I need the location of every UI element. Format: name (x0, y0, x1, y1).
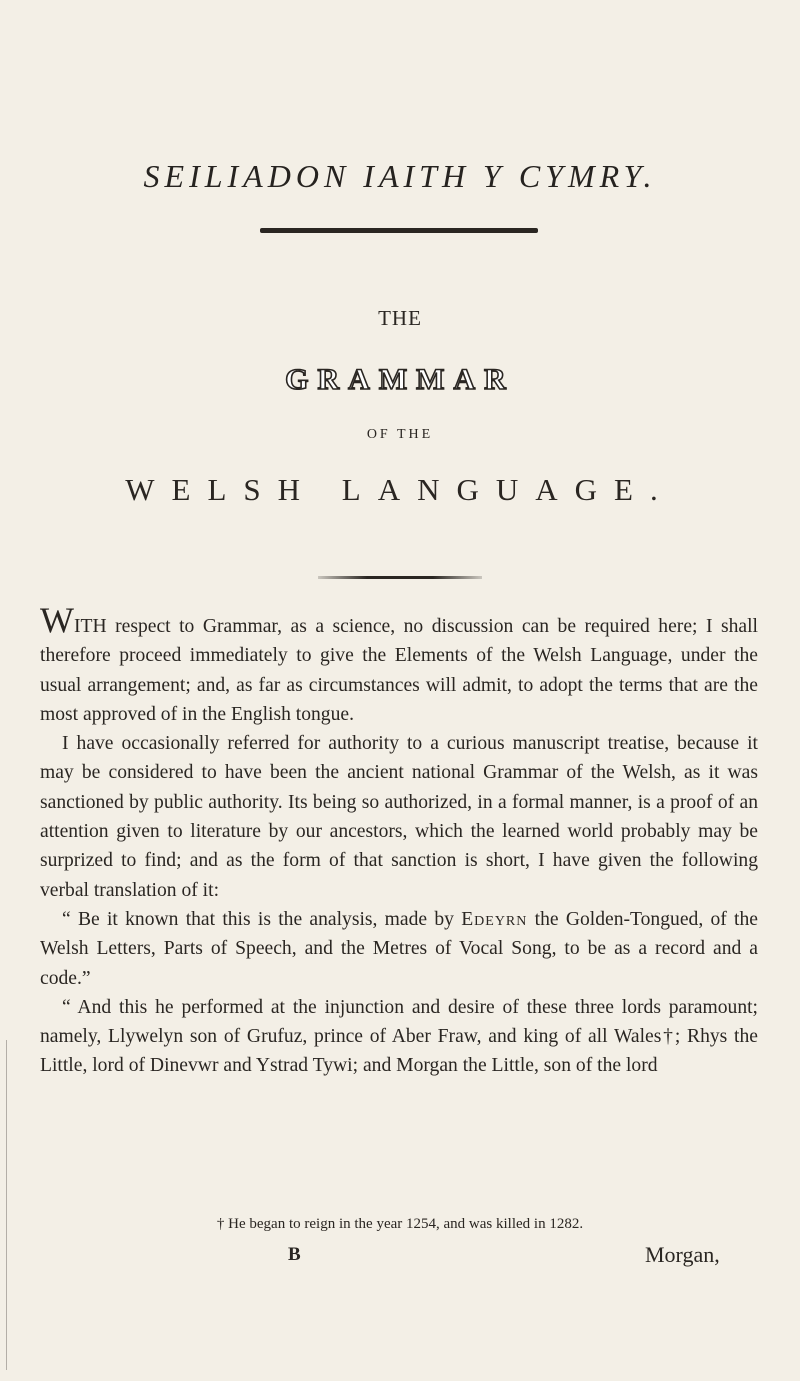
name-edeyrn: Edeyrn (461, 908, 528, 930)
title-of-the: OF THE (366, 427, 434, 442)
title-the: THE (378, 306, 422, 330)
paragraph-1-text: ITH respect to Grammar, as a science, no discussion can be required here; I shall therefore proceed immediately to give the Elements of the Welsh Language, under the usual arrangement; and, as far as circumstances will admit, to adopt the terms that are the most approved of in the English tongue. (40, 616, 758, 725)
ornamental-rule-divider (318, 576, 482, 579)
drop-cap: W (40, 600, 74, 640)
title-grammar: GRAMMAR (285, 363, 515, 396)
thick-rule-divider (260, 228, 538, 233)
signature-mark: B (288, 1244, 301, 1265)
paragraph-1 (40, 600, 758, 729)
running-title: SEILIADON IAITH Y CYMRY. (143, 158, 657, 194)
paragraph-4: “ And this he performed at the injunction and desire of these three lords paramount; namely, Llywelyn son of Grufuz, prince of Aber Fraw, and king of all Wales†; Rhys the Little, lord of Dinevwr and Ystrad Tywi; and Morgan the Little, son of the lord (40, 996, 758, 1077)
paragraph-3-text-b: the Golden-Tongued, of the Welsh Letters, Parts of Speech, and the Metres of Vocal Song, to be as a record and a code.” (40, 908, 758, 989)
footnote: † He began to reign in the year 1254, and was killed in 1282. (216, 1216, 584, 1232)
catchword: Morgan, (645, 1242, 720, 1267)
paragraph-3-text-a: “ Be it known that this is the analysis, made by (62, 908, 462, 930)
paragraph-3 (40, 905, 758, 993)
title-welsh-language: WELSH LANGUAGE. (125, 472, 675, 507)
page-edge-shadow (6, 1040, 7, 1370)
body-text (40, 600, 758, 1081)
paragraph-2: I have occasionally referred for authority to a curious manuscript treatise, because it may be considered to have been the ancient national Grammar of the Welsh, as it was sanctioned by public authority. Its being so authorized, in a formal manner, is a proof of an attention given to literature by our ancestors, which the learned world probably may be surprized to find; and as the form of that sanction is short, I have given the following verbal translation of it: (40, 733, 758, 901)
